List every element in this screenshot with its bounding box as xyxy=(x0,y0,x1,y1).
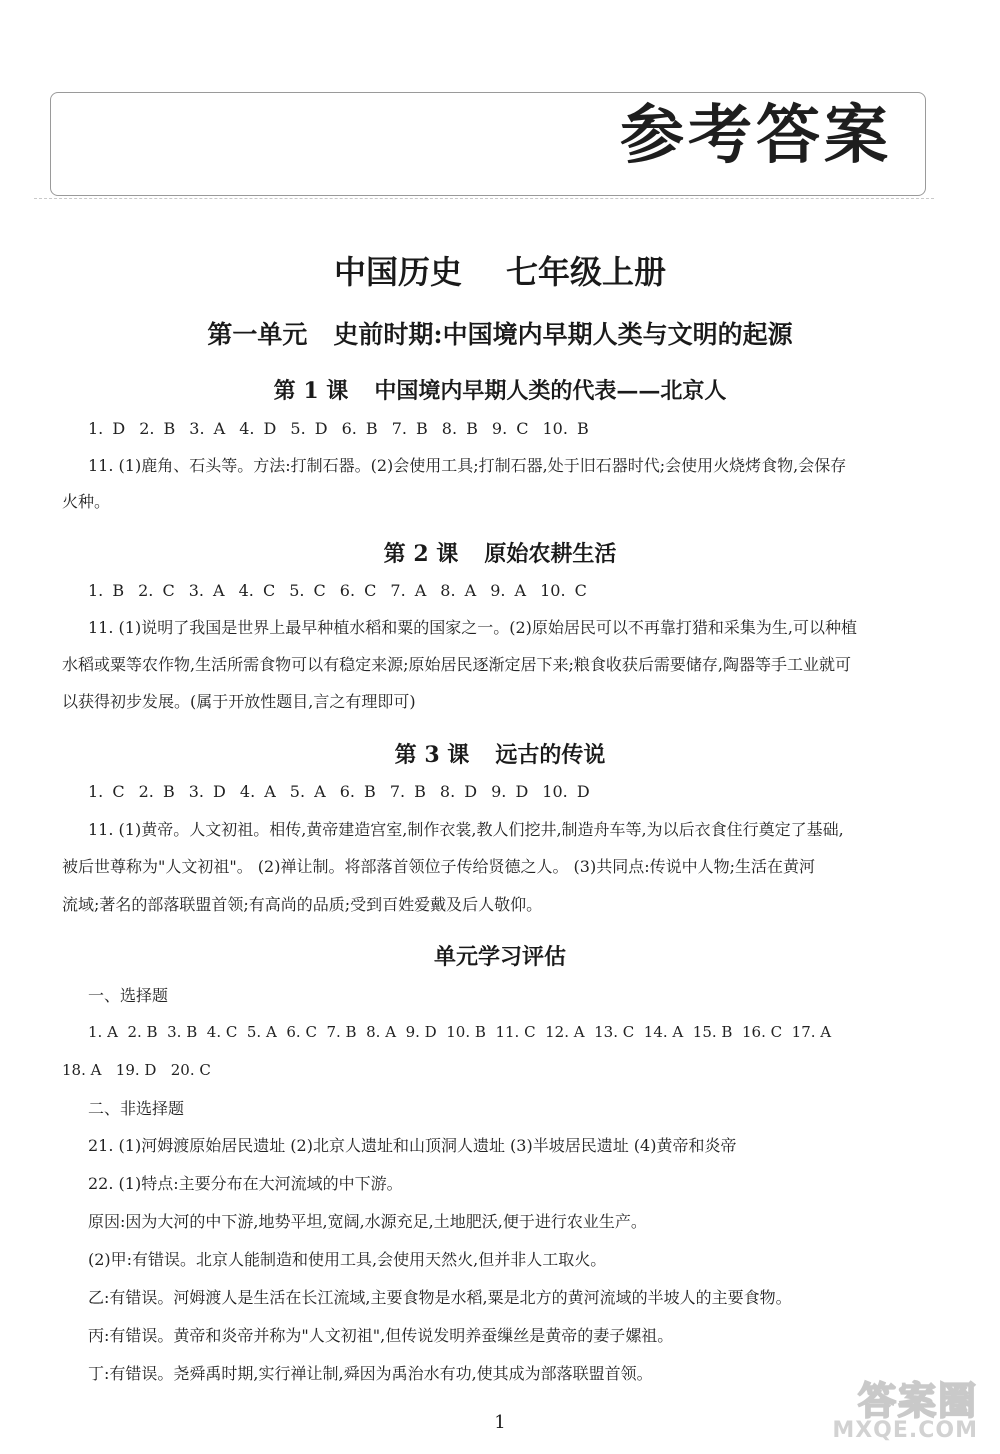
q22-reason: 原因:因为大河的中下游,地势平坦,宽阔,水源充足,土地肥沃,便于进行农业生产。 xyxy=(88,1212,647,1231)
watermark-top: 答案圈 xyxy=(857,1379,978,1423)
lesson-name: 中国境内早期人类的代表——北京人 xyxy=(374,378,727,404)
answer-item: 8. D xyxy=(439,782,478,801)
answer-item: 1. A xyxy=(88,1023,118,1041)
answer-item: 8. A xyxy=(440,581,477,600)
answer-item: 2. C xyxy=(138,581,175,600)
answer-item: 4. C xyxy=(206,1023,238,1041)
answer-item: 9. D xyxy=(405,1023,437,1041)
answer-item: 2. B xyxy=(139,419,176,438)
answer-item: 9. C xyxy=(491,419,529,438)
answer-item: 17. A xyxy=(791,1023,832,1041)
answer-item: 19. D xyxy=(115,1061,157,1079)
book-grade: 七年级上册 xyxy=(506,253,667,291)
watermark-logo xyxy=(816,1366,986,1446)
answer-item: 4. A xyxy=(239,782,276,801)
answer-item: 5. C xyxy=(289,581,326,600)
lesson-2-q11-line2: 水稻或粟等农作物,生活所需食物可以有稳定来源;原始居民逐渐定居下来;粮食收获后需要储存,陶器等手工业就可 xyxy=(62,655,851,674)
answer-item: 9. D xyxy=(491,782,529,801)
unit-title xyxy=(0,315,1000,351)
lesson-2-q11-line3: 以获得初步发展。(属于开放性题目,言之有理即可) xyxy=(62,692,416,711)
lesson-2-choices xyxy=(88,583,601,599)
lesson-3-choices xyxy=(88,784,604,800)
banner-title: 参考答案 xyxy=(620,99,892,173)
answer-item: 6. C xyxy=(339,581,377,600)
answer-item: 8. A xyxy=(366,1023,397,1041)
answer-item: 2. B xyxy=(138,782,175,801)
answer-item: 7. B xyxy=(391,419,428,438)
answer-item: 4. D xyxy=(239,419,277,438)
page-number: 1 xyxy=(494,1412,506,1433)
answer-item: 3. D xyxy=(188,782,226,801)
answer-item: 2. B xyxy=(127,1023,158,1041)
banner-divider xyxy=(34,198,934,199)
answer-item: 12. A xyxy=(545,1023,585,1041)
evaluation-choices-row2 xyxy=(62,1063,211,1078)
answer-item: 3. A xyxy=(189,419,226,438)
answer-item: 13. C xyxy=(594,1023,635,1041)
q22-part2-yi: 乙:有错误。河姆渡人是生活在长江流域,主要食物是水稻,粟是北方的黄河流域的半坡人的主要食物。 xyxy=(88,1288,792,1307)
answer-item: 18. A xyxy=(62,1061,102,1079)
lesson-1-q11-line2: 火种。 xyxy=(62,492,111,511)
answer-item: 10. C xyxy=(540,581,587,600)
q22-part2-ding: 丁:有错误。尧舜禹时期,实行禅让制,舜因为禹治水有功,使其成为部落联盟首领。 xyxy=(88,1364,653,1383)
evaluation-choices-row1 xyxy=(88,1025,831,1040)
lesson-2-q11-line1: 11. (1)说明了我国是世界上最早种植水稻和粟的国家之一。(2)原始居民可以不再靠打猎和采集为生,可以种植 xyxy=(88,618,857,637)
answer-item: 1. C xyxy=(88,782,125,801)
answer-item: 6. B xyxy=(339,782,376,801)
lesson-name: 远古的传说 xyxy=(495,742,606,768)
lesson-1-q11-line1: 11. (1)鹿角、石头等。方法:打制石器。(2)会使用工具;打制石器,处于旧石器时代;会使用火烧烤食物,会保存 xyxy=(88,456,847,475)
evaluation-title: 单元学习评估 xyxy=(433,944,566,970)
section-choice-heading: 一、选择题 xyxy=(88,986,169,1005)
answer-item: 15. B xyxy=(692,1023,733,1041)
answer-item: 10. D xyxy=(542,782,590,801)
answer-item: 9. A xyxy=(490,581,527,600)
lesson-3-title xyxy=(0,738,1000,769)
section-nonchoice-heading: 二、非选择题 xyxy=(88,1099,185,1118)
book-title xyxy=(0,247,1000,293)
answer-item: 16. C xyxy=(742,1023,783,1041)
lesson-number: 第 3 课 xyxy=(394,742,470,768)
answer-item: 8. B xyxy=(441,419,478,438)
answer-item: 1. D xyxy=(88,419,126,438)
lesson-number: 第 1 课 xyxy=(273,378,349,404)
lesson-1-choices xyxy=(88,421,603,437)
answer-item: 7. A xyxy=(390,581,427,600)
lesson-3-q11-line3: 流域;著名的部落联盟首领;有高尚的品质;受到百姓爱戴及后人敬仰。 xyxy=(62,895,543,914)
answer-item: 10. B xyxy=(446,1023,486,1041)
q22-part2-bing: 丙:有错误。黄帝和炎帝并称为"人文初祖",但传说发明养蚕缫丝是黄帝的妻子嫘祖。 xyxy=(88,1326,674,1345)
answer-item: 3. A xyxy=(188,581,225,600)
answer-item: 11. C xyxy=(495,1023,536,1041)
lesson-3-q11-line2: 被后世尊称为"人文初祖"。 (2)禅让制。将部落首领位子传给贤德之人。 (3)共同点:传说中人物;生活在黄河 xyxy=(62,857,816,876)
lesson-name: 原始农耕生活 xyxy=(484,541,617,567)
answer-item: 7. B xyxy=(326,1023,357,1041)
answer-item: 3. B xyxy=(167,1023,198,1041)
answer-item: 1. B xyxy=(88,581,125,600)
answer-item: 7. B xyxy=(389,782,426,801)
q22-part2-jia: (2)甲:有错误。北京人能制造和使用工具,会使用天然火,但并非人工取火。 xyxy=(88,1250,607,1269)
lesson-2-title xyxy=(0,537,1000,568)
answer-item: 5. A xyxy=(246,1023,277,1041)
lesson-number: 第 2 课 xyxy=(383,541,459,567)
answer-item: 5. D xyxy=(290,419,328,438)
answer-item: 10. B xyxy=(542,419,589,438)
answer-item: 4. C xyxy=(238,581,276,600)
q21-answer: 21. (1)河姆渡原始居民遗址 (2)北京人遗址和山顶洞人遗址 (3)半坡居民遗址 (4)黄帝和炎帝 xyxy=(88,1136,737,1155)
unit-number: 第一单元 xyxy=(207,320,308,349)
answer-item: 5. A xyxy=(289,782,326,801)
answer-item: 14. A xyxy=(643,1023,684,1041)
lesson-3-q11-line1: 11. (1)黄帝。人文初祖。相传,黄帝建造宫室,制作衣裳,教人们挖井,制造舟车等,为以后衣食住行奠定了基础, xyxy=(88,820,844,839)
q22-part1: 22. (1)特点:主要分布在大河流域的中下游。 xyxy=(88,1174,403,1193)
answer-item: 20. C xyxy=(170,1061,211,1079)
book-subject: 中国历史 xyxy=(333,253,462,291)
answer-item: 6. B xyxy=(341,419,378,438)
lesson-1-title xyxy=(0,374,1000,405)
unit-name: 史前时期:中国境内早期人类与文明的起源 xyxy=(333,320,793,349)
watermark-bottom: MXQE.COM xyxy=(832,1418,978,1443)
answer-item: 6. C xyxy=(286,1023,317,1041)
